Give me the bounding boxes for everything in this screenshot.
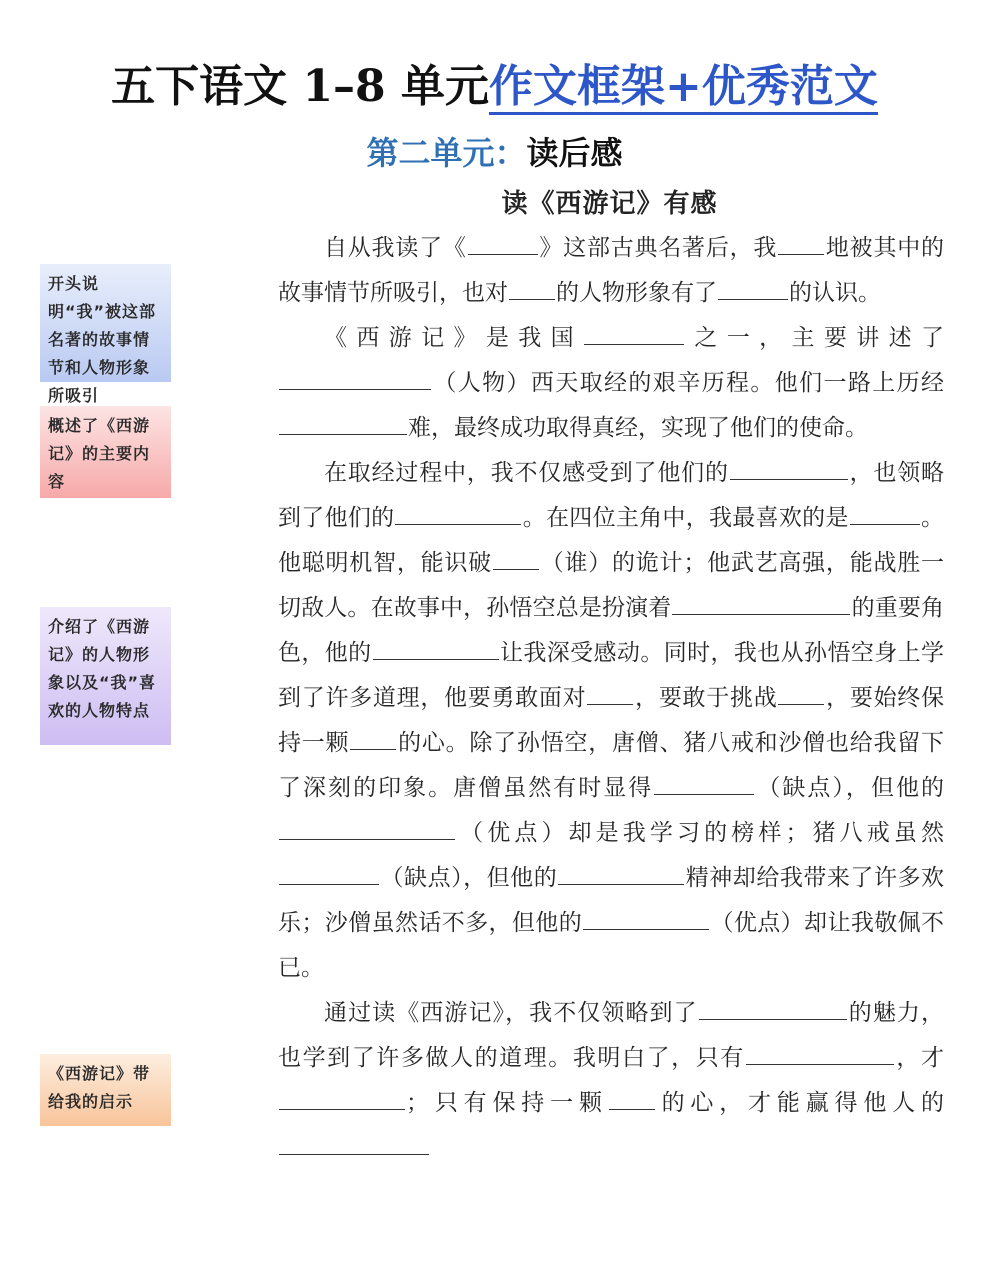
fill-in-blank[interactable] — [778, 703, 824, 705]
text-run: ，也领略到了他们的 — [278, 460, 945, 531]
fill-in-blank[interactable] — [584, 343, 684, 345]
text-run: 精神却给我带来了许多欢乐；沙僧虽然话不多，但他的 — [278, 865, 945, 936]
fill-in-blank[interactable] — [493, 568, 539, 570]
fill-in-blank[interactable] — [350, 748, 396, 750]
unit-title — [0, 128, 989, 174]
fill-in-blank[interactable] — [718, 298, 788, 300]
text-run: 在取经过程中，我不仅感受到了他们的 — [324, 460, 729, 486]
fill-in-blank[interactable] — [583, 928, 709, 930]
text-run: 自从我读了《 — [324, 235, 467, 261]
unit-label: 第二单元： — [366, 134, 527, 172]
text-run: （缺点），但他的 — [380, 865, 558, 891]
text-run: （人物）西天取经的艰辛历程。他们一路上历经 — [432, 370, 944, 396]
fill-in-blank[interactable] — [730, 478, 848, 480]
fill-in-blank[interactable] — [558, 883, 684, 885]
text-run: 地被其中的故事情节所吸引，也对 — [278, 235, 945, 306]
text-run: 《西游记》是我国 — [324, 325, 583, 351]
essay-body — [278, 226, 944, 1171]
main-title-plain: 五下语文 1–8 单元 — [111, 61, 489, 112]
fill-in-blank[interactable] — [746, 1063, 894, 1065]
fill-in-blank[interactable] — [699, 1018, 847, 1020]
margin-note-opening: 开头说明“我”被这部名著的故事情节和人物形象所吸引 — [40, 264, 171, 382]
fill-in-blank[interactable] — [672, 613, 850, 615]
text-run: 的认识。 — [789, 280, 881, 306]
paragraph-3 — [278, 451, 944, 991]
paragraph-4 — [278, 991, 944, 1171]
fill-in-blank[interactable] — [609, 1108, 655, 1110]
text-run: 。在四位主角中，我最喜欢的是 — [522, 505, 849, 531]
text-run: ，要始终保持一颗 — [278, 685, 945, 756]
text-run: ，要敢于挑战 — [634, 685, 778, 711]
paragraph-1 — [278, 226, 944, 316]
text-run: （优点）却让我敬佩不已。 — [278, 910, 945, 981]
text-run: 的心。除了孙悟空，唐僧、猪八戒和沙僧也给我留下了深刻的印象。唐僧虽然有时显得 — [278, 730, 945, 801]
text-run: 》这部古典名著后，我 — [538, 235, 778, 261]
text-run: ；只有保持一颗 — [406, 1090, 608, 1116]
fill-in-blank[interactable] — [587, 703, 633, 705]
text-run: ，才 — [894, 1045, 945, 1071]
text-run: 通过读《西游记》，我不仅领略到了 — [324, 1000, 698, 1026]
main-title-highlight: 作文框架+优秀范文 — [489, 61, 878, 115]
fill-in-blank[interactable] — [373, 658, 499, 660]
fill-in-blank[interactable] — [279, 838, 455, 840]
text-run: 的人物形象有了 — [556, 280, 717, 306]
fill-in-blank[interactable] — [468, 253, 538, 255]
margin-note-characters: 介绍了《西游记》的人物形象以及“我”喜欢的人物特点 — [40, 607, 171, 745]
text-run: 之一，主要讲述了 — [685, 325, 944, 351]
fill-in-blank[interactable] — [279, 883, 379, 885]
text-run: 。他聪明机智，能识破 — [278, 505, 945, 576]
fill-in-blank[interactable] — [778, 253, 824, 255]
unit-topic: 读后感 — [526, 134, 623, 172]
text-run: 的重要角色，他的 — [278, 595, 945, 666]
text-run: （缺点），但他的 — [755, 775, 945, 801]
text-run: （优点）却是我学习的榜样；猪八戒虽然 — [456, 820, 944, 846]
fill-in-blank[interactable] — [654, 793, 754, 795]
essay-title: 读《西游记》有感 — [501, 189, 718, 219]
text-run: （谁）的诡计；他武艺高强，能战胜一切敌人。在故事中，孙悟空总是扮演着 — [278, 550, 945, 621]
margin-note-summary: 概述了《西游记》的主要内容 — [40, 406, 171, 498]
text-run: 难，最终成功取得真经，实现了他们的使命。 — [408, 415, 868, 441]
fill-in-blank[interactable] — [279, 388, 431, 390]
fill-in-blank[interactable] — [279, 1108, 405, 1110]
main-title — [0, 50, 989, 114]
fill-in-blank[interactable] — [395, 523, 521, 525]
text-run: 让我深受感动。同时，我也从孙悟空身上学到了许多道理，他要勇敢面对 — [278, 640, 945, 711]
margin-note-inspiration: 《西游记》带给我的启示 — [40, 1054, 171, 1126]
fill-in-blank[interactable] — [279, 1153, 429, 1155]
fill-in-blank[interactable] — [850, 523, 920, 525]
fill-in-blank[interactable] — [509, 298, 555, 300]
text-run: 的心，才能赢得他人的 — [655, 1090, 945, 1116]
text-run: 的魅力，也学到了许多做人的道理。我明白了，只有 — [278, 1000, 945, 1071]
fill-in-blank[interactable] — [279, 433, 407, 435]
paragraph-2 — [278, 316, 944, 451]
